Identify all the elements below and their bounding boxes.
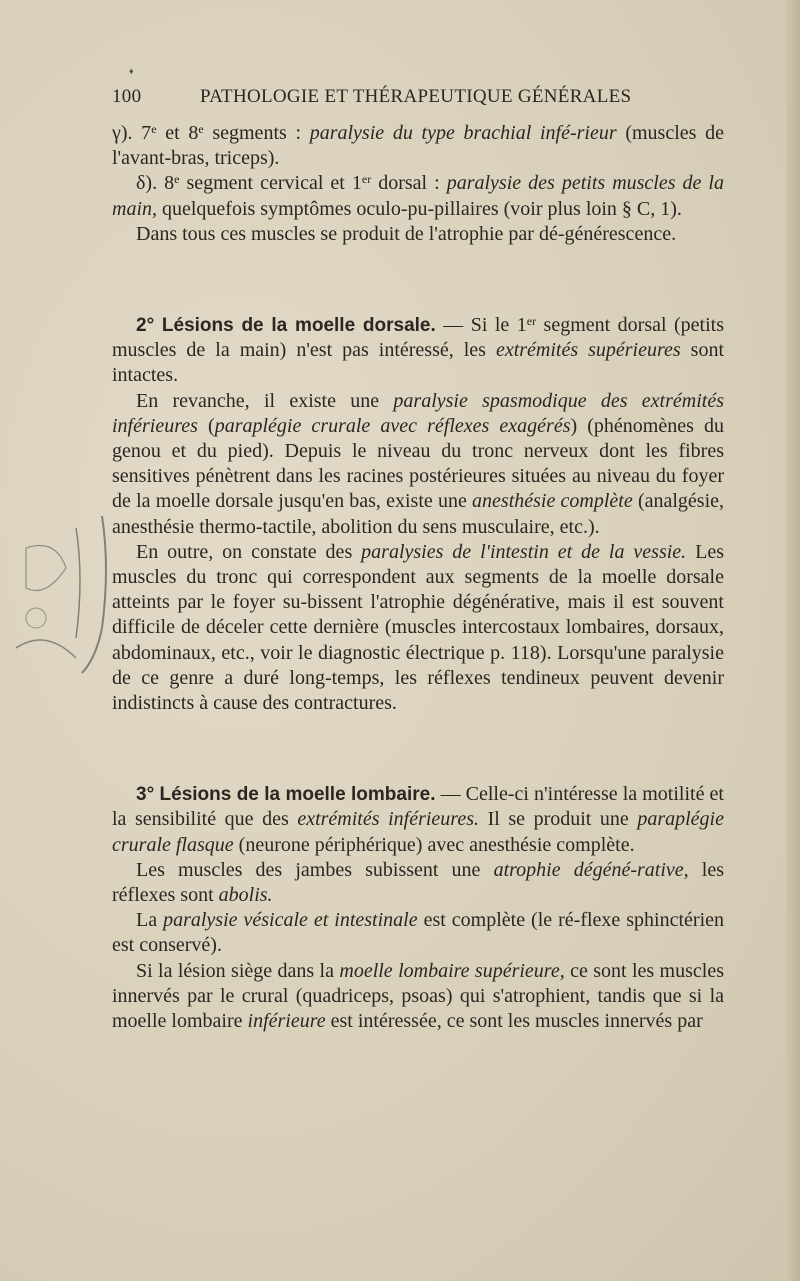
paragraph: Dans tous ces muscles se produit de l'atrophie par dé-générescence.	[136, 222, 677, 245]
ink-mark: ♦	[129, 66, 134, 76]
running-title: PATHOLOGIE ET THÉRAPEUTIQUE GÉNÉRALES	[200, 86, 632, 107]
paragraph: γ). 7e et 8e segments : paralysie du type brachial infé-rieur (muscles de l'avant-bras, triceps).	[112, 122, 724, 170]
paragraph: δ). 8e segment cervical et 1er dorsal : paralysie des petits muscles de la main, quelquefois symptômes oculo-pu-pillaires (voir plus loin § C, 1).	[112, 172, 724, 220]
paragraph: En outre, on constate des paralysies de l'intestin et de la vessie. Les muscles du tronc qui correspondent aux segments de la moelle dorsale atteints par le foyer su-bissent l'atrophie dégénérative, mais il est souvent difficile de déceler cette dernière (muscles intercostaux lombaires, dorsaux, abdominaux, etc., voir le diagnostic électrique p. 118). Lorsqu'une paralysie de ce genre a duré long-temps, les réflexes tendineux peuvent devenir indistincts à cause des contractures.	[112, 540, 724, 715]
body-text	[112, 121, 724, 1034]
paragraph: 2° Lésions de la moelle dorsale. — Si le 1er segment dorsal (petits muscles de la main) n'est pas intéressé, les extrémités supérieures sont intactes.	[112, 314, 725, 387]
paragraph: La paralysie vésicale et intestinale est complète (le ré-flexe sphinctérien est conservé).	[112, 909, 725, 957]
section-heading: 2° Lésions de la moelle dorsale.	[136, 315, 436, 337]
page-number: 100	[112, 86, 142, 107]
paragraph: En revanche, il existe une paralysie spasmodique des extrémités inférieures (paraplégie crurale avec réflexes exagérés) (phénomènes du genou et du pied). Depuis le niveau du tronc nerveux dont les fibres sensitives pénètrent dans les racines postérieures situées au niveau du foyer de la moelle dorsale jusqu'en bas, existe une anesthésie complète (analgésie, anesthésie thermo-tactile, abolition du sens musculaire, etc.).	[112, 389, 725, 538]
section-heading: 3° Lésions de la moelle lombaire.	[136, 784, 436, 806]
paragraph: Les muscles des jambes subissent une atrophie dégéné-rative, les réflexes sont abolis.	[112, 858, 724, 907]
page-edge	[786, 0, 800, 1281]
library-stamp	[6, 508, 110, 678]
paragraph: 3° Lésions de la moelle lombaire. — Celle-ci n'intéresse la motilité et la sensibilité que des extrémités inférieures. Il se produit une paraplégie crurale flasque (neurone périphérique) avec anesthésie complète.	[112, 783, 724, 856]
paragraph: Si la lésion siège dans la moelle lombaire supérieure, ce sont les muscles innervés par le crural (quadriceps, psoas) qui s'atrophient, tandis que si la moelle lombaire inférieure est intéressée, ce sont les muscles innervés par	[112, 959, 724, 1033]
